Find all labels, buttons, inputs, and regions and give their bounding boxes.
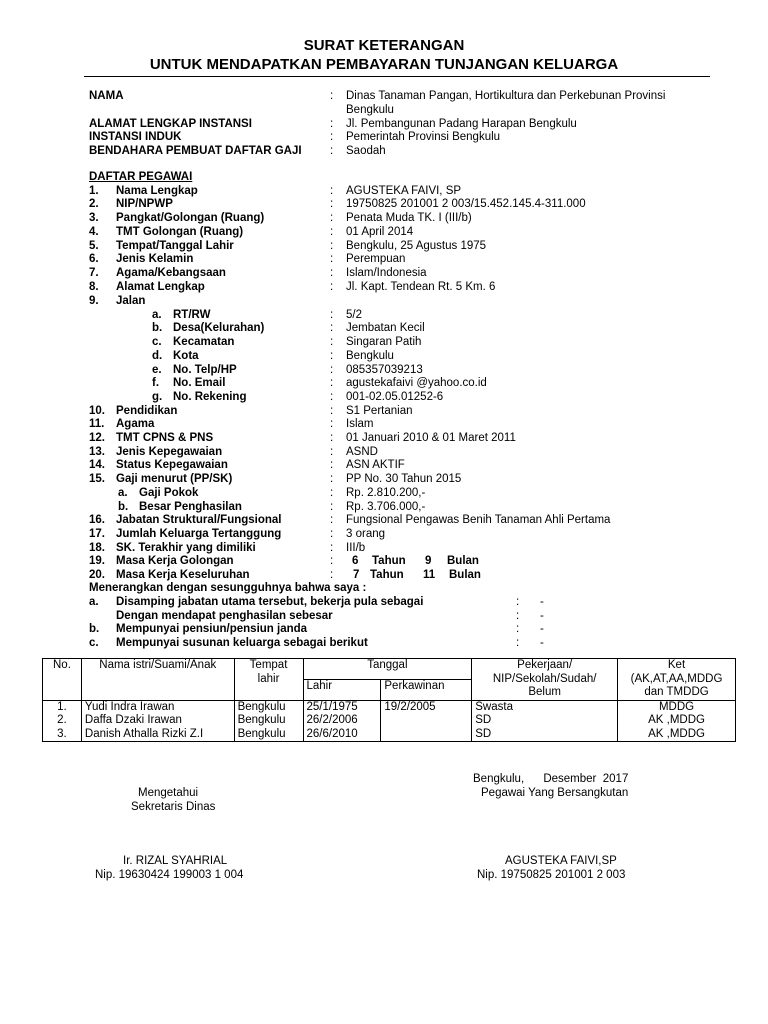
field-label: Pangkat/Golongan (Ruang) [116,212,265,224]
header-nama: Nama istri/Suami/Anak [81,659,234,701]
sub-number: e. [152,364,162,376]
field-value: 3 orang [346,528,386,540]
cell-nama: Yudi Indra Irawan [81,700,234,714]
field-value: Fungsional Pengawas Benih Tanaman Ahli Pertama [346,514,611,526]
field-number: 20. [89,569,105,581]
colon: : [330,446,334,458]
cell-lahir: 26/2/2006 [303,714,381,728]
colon: : [330,432,334,444]
field-number: 13. [89,446,105,458]
alamat-label: ALAMAT LENGKAP INSTANSI [89,118,252,130]
colon: : [516,610,520,622]
left-signer-role-2: Sekretaris Dinas [131,801,216,813]
header-no: No. [43,659,82,701]
family-table [42,658,736,742]
field-label: Agama [116,418,155,430]
colon: : [516,637,520,649]
instansi-induk-value: Pemerintah Provinsi Bengkulu [346,131,501,143]
left-signer-role-1: Mengetahui [138,787,199,799]
colon: : [330,267,334,279]
colon: : [330,240,334,252]
statement-text: Mempunyai susunan keluarga sebagai berikut [116,637,368,649]
header-pekerjaan: Pekerjaan/ NIP/Sekolah/Sudah/ Belum [472,659,618,701]
right-signer-role: Pegawai Yang Bersangkutan [481,787,629,799]
masa-keseluruhan-tahun-value: 7 [353,569,360,581]
field-number: 9. [89,295,99,307]
field-number: 16. [89,514,105,526]
field-value: AGUSTEKA FAIVI, SP [346,185,462,197]
field-value: ASN AKTIF [346,459,405,471]
statement-number: b. [89,623,100,635]
cell-perkawinan [381,714,472,728]
cell-no: 1. [43,700,82,714]
field-number: 8. [89,281,99,293]
field-number: 10. [89,405,105,417]
statement-text: Dengan mendapat penghasilan sebesar [116,610,333,622]
field-label: Jalan [116,295,146,307]
field-value: ASND [346,446,378,458]
sub-label: Besar Penghasilan [139,501,242,513]
table-header-row [43,659,736,680]
cell-perkawinan [381,728,472,742]
masa-keseluruhan-bulan-value: 11 [423,569,436,581]
sub-label: Desa(Kelurahan) [173,322,265,334]
daftar-pegawai-title: DAFTAR PEGAWAI [89,171,193,183]
cell-perkawinan: 19/2/2005 [381,700,472,714]
colon: : [516,596,520,608]
colon: : [330,118,334,130]
nama-value-line-2: Bengkulu [346,104,394,116]
field-label: Status Kepegawaian [116,459,228,471]
colon: : [330,487,334,499]
field-value: PP No. 30 Tahun 2015 [346,473,462,485]
field-value: 01 Januari 2010 & 01 Maret 2011 [346,432,516,444]
header-ket: Ket (AK,AT,AA,MDDG dan TMDDG [618,659,736,701]
table-row [43,700,736,714]
field-label: Tempat/Tanggal Lahir [116,240,234,252]
colon: : [330,459,334,471]
sub-number: a. [118,487,128,499]
colon: : [330,226,334,238]
cell-tempat: Bengkulu [234,700,303,714]
sub-value: Rp. 2.810.200,- [346,487,426,499]
colon: : [330,405,334,417]
sub-label: No. Rekening [173,391,247,403]
field-number: 4. [89,226,99,238]
colon: : [330,281,334,293]
cell-tempat: Bengkulu [234,714,303,728]
cell-pekerjaan: Swasta [472,700,618,714]
sub-number: b. [152,322,163,334]
field-value: 19750825 201001 2 003/15.452.145.4-311.000 [346,198,586,210]
sub-label: No. Email [173,377,226,389]
colon: : [330,145,334,157]
field-label: TMT Golongan (Ruang) [116,226,244,238]
cell-lahir: 25/1/1975 [303,700,381,714]
field-label: Pendidikan [116,405,178,417]
field-label: TMT CPNS & PNS [116,432,214,444]
field-number: 15. [89,473,105,485]
cell-ket: MDDG [618,700,736,714]
table-row [43,714,736,728]
field-number: 6. [89,253,99,265]
colon: : [330,90,334,102]
sub-number: g. [152,391,163,403]
field-number: 14. [89,459,105,471]
cell-no: 3. [43,728,82,742]
masa-golongan-bulan-value: 9 [425,555,432,567]
right-signer-nip: Nip. 19750825 201001 2 003 [477,869,626,881]
header-tanggal: Tanggal [303,659,472,680]
masa-golongan-bulan-label: Bulan [447,555,479,567]
colon: : [330,542,334,554]
statement-number: c. [89,637,99,649]
field-number: 7. [89,267,99,279]
sub-value: 001-02.05.01252-6 [346,391,444,403]
colon: : [516,623,520,635]
field-value: Penata Muda TK. I (III/b) [346,212,472,224]
sub-number: f. [152,377,160,389]
colon: : [330,569,334,581]
statement-value: - [540,637,544,649]
field-label: SK. Terakhir yang dimiliki [116,542,256,554]
colon: : [330,514,334,526]
field-number: 1. [89,185,99,197]
field-value: S1 Pertanian [346,405,413,417]
instansi-induk-label: INSTANSI INDUK [89,131,182,143]
masa-keseluruhan-bulan-label: Bulan [449,569,481,581]
nama-label: NAMA [89,90,124,102]
field-label: Jenis Kepegawaian [116,446,223,458]
colon: : [330,336,334,348]
colon: : [330,377,334,389]
sub-value: 5/2 [346,309,362,321]
statement-value: - [540,610,544,622]
sub-value: Bengkulu [346,350,394,362]
colon: : [330,528,334,540]
colon: : [330,391,334,403]
statement-value: - [540,623,544,635]
field-number: 5. [89,240,99,252]
masa-golongan-tahun-value: 6 [352,555,359,567]
statement-value: - [540,596,544,608]
colon: : [330,418,334,430]
field-label: Masa Kerja Golongan [116,555,234,567]
title-line-2: UNTUK MENDAPATKAN PEMBAYARAN TUNJANGAN KELUARGA [149,56,619,73]
sub-number: b. [118,501,129,513]
statement-number: a. [89,596,99,608]
left-signer-name: Ir. RIZAL SYAHRIAL [123,855,228,867]
sub-value: Singaran Patih [346,336,422,348]
sub-label: Gaji Pokok [139,487,199,499]
colon: : [330,131,334,143]
field-value: Jl. Kapt. Tendean Rt. 5 Km. 6 [346,281,496,293]
sub-value: Jembatan Kecil [346,322,425,334]
sub-label: Kecamatan [173,336,235,348]
colon: : [330,185,334,197]
field-number: 19. [89,555,105,567]
statement-intro: Menerangkan dengan sesungguhnya bahwa saya : [89,582,367,594]
field-value: Perempuan [346,253,406,265]
sub-number: c. [152,336,162,348]
sub-number: d. [152,350,163,362]
field-value: Islam/Indonesia [346,267,427,279]
colon: : [330,364,334,376]
field-number: 17. [89,528,105,540]
cell-ket: AK ,MDDG [618,714,736,728]
header-tempat-lahir: Tempat lahir [234,659,303,701]
sub-value: 085357039213 [346,364,423,376]
cell-nama: Daffa Dzaki Irawan [81,714,234,728]
field-value: 01 April 2014 [346,226,414,238]
nama-value-line-1: Dinas Tanaman Pangan, Hortikultura dan Perkebunan Provinsi [346,90,666,102]
bendahara-value: Saodah [346,145,386,157]
colon: : [330,501,334,513]
field-label: Nama Lengkap [116,185,198,197]
field-label: Alamat Lengkap [116,281,205,293]
cell-ket: AK ,MDDG [618,728,736,742]
masa-keseluruhan-tahun-label: Tahun [370,569,404,581]
field-label: Agama/Kebangsaan [116,267,226,279]
sub-label: Kota [173,350,199,362]
field-value: Islam [346,418,374,430]
signature-date: Bengkulu, Desember 2017 [473,773,629,785]
table-row [43,728,736,742]
header-lahir: Lahir [303,679,381,700]
cell-nama: Danish Athalla Rizki Z.I [81,728,234,742]
alamat-value: Jl. Pembangunan Padang Harapan Bengkulu [346,118,577,130]
cell-pekerjaan: SD [472,728,618,742]
bendahara-label: BENDAHARA PEMBUAT DAFTAR GAJI [89,145,302,157]
cell-lahir: 26/6/2010 [303,728,381,742]
field-label: Jenis Kelamin [116,253,194,265]
cell-tempat: Bengkulu [234,728,303,742]
field-label: Jumlah Keluarga Tertanggung [116,528,282,540]
field-number: 18. [89,542,105,554]
field-value: Bengkulu, 25 Agustus 1975 [346,240,487,252]
field-label: Gaji menurut (PP/SK) [116,473,233,485]
right-signer-name: AGUSTEKA FAIVI,SP [505,855,617,867]
cell-pekerjaan: SD [472,714,618,728]
field-number: 2. [89,198,99,210]
sub-value: Rp. 3.706.000,- [346,501,426,513]
colon: : [330,309,334,321]
colon: : [330,350,334,362]
statement-text: Disamping jabatan utama tersebut, bekerja pula sebagai [116,596,424,608]
statement-text: Mempunyai pensiun/pensiun janda [116,623,308,635]
sub-label: RT/RW [173,309,211,321]
field-number: 12. [89,432,105,444]
field-label: Jabatan Struktural/Fungsional [116,514,282,526]
colon: : [330,322,334,334]
cell-no: 2. [43,714,82,728]
colon: : [330,555,334,567]
field-number: 11. [89,418,105,430]
colon: : [330,473,334,485]
title-divider [84,76,710,77]
sub-value: agustekafaivi @yahoo.co.id [346,377,487,389]
colon: : [330,253,334,265]
field-number: 3. [89,212,99,224]
field-label: NIP/NPWP [116,198,173,210]
colon: : [330,212,334,224]
left-signer-nip: Nip. 19630424 199003 1 004 [95,869,244,881]
sub-number: a. [152,309,162,321]
sub-label: No. Telp/HP [173,364,237,376]
field-value: III/b [346,542,366,554]
header-perkawinan: Perkawinan [381,679,472,700]
colon: : [330,198,334,210]
title-line-1: SURAT KETERANGAN [303,37,465,54]
masa-golongan-tahun-label: Tahun [372,555,406,567]
field-label: Masa Kerja Keseluruhan [116,569,250,581]
